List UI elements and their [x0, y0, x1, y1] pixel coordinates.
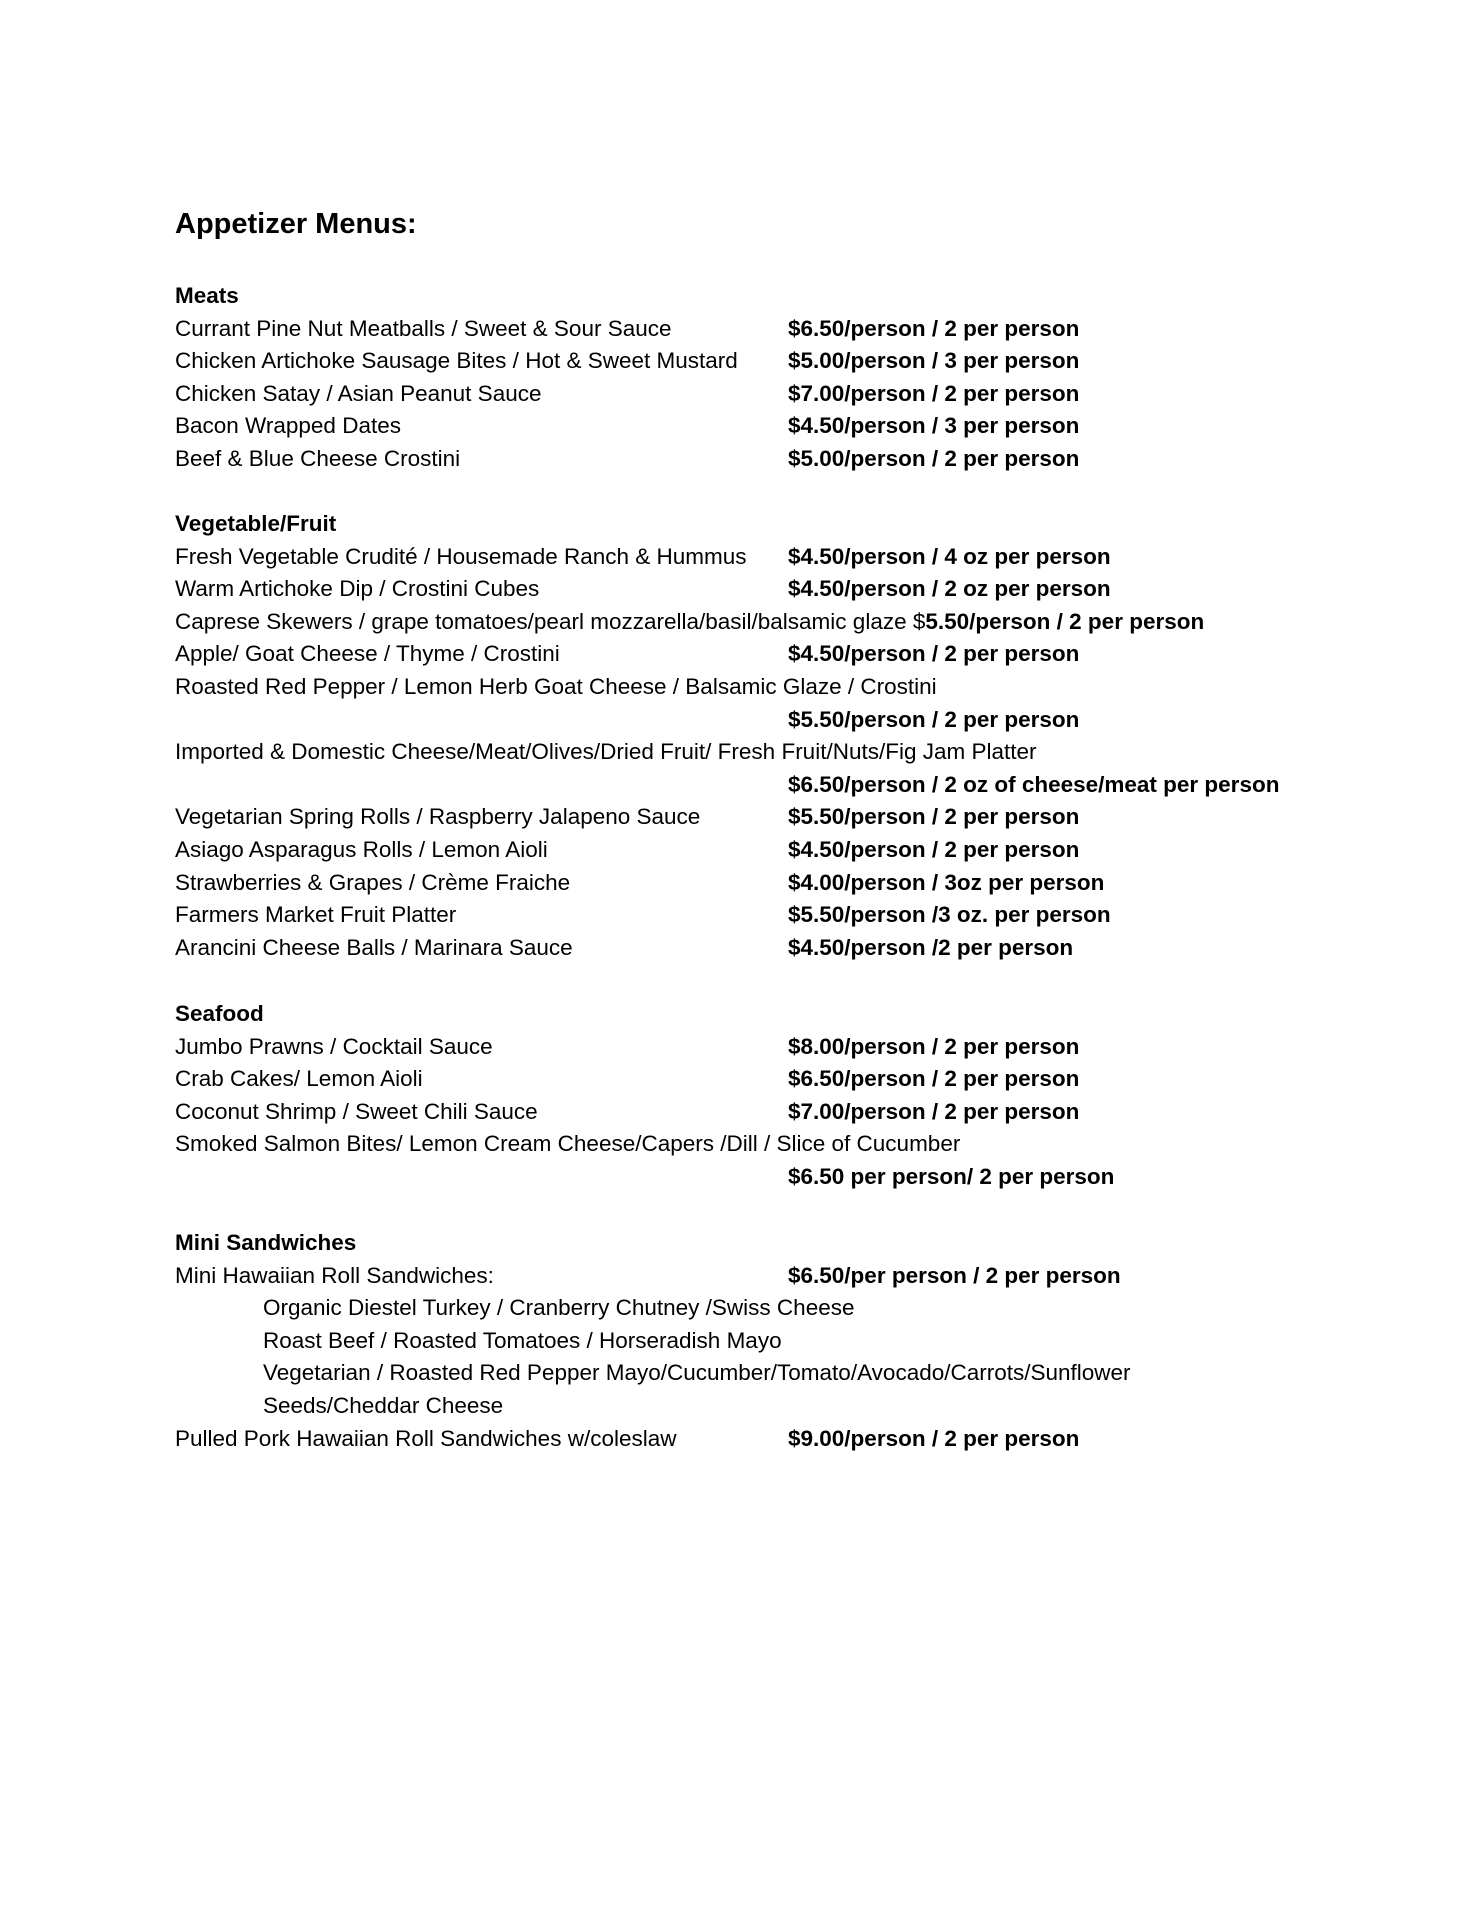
list-item: [175, 573, 1375, 606]
item-price: $6.50/per person / 2 per person: [788, 1262, 1121, 1288]
item-name: Bacon Wrapped Dates: [175, 413, 401, 439]
item-name: Smoked Salmon Bites/ Lemon Cream Cheese/Capers /Dill / Slice of Cucumber: [175, 1131, 961, 1157]
list-item: [175, 1128, 1375, 1193]
item-price: $4.50/person / 4 oz per person: [788, 543, 1111, 569]
list-item: [175, 867, 1375, 900]
item-name: Pulled Pork Hawaiian Roll Sandwiches w/coleslaw: [175, 1425, 677, 1451]
item-name: Apple/ Goat Cheese / Thyme / Crostini: [175, 641, 560, 667]
sandwich-filling: Organic Diestel Turkey / Cranberry Chutney /Swiss Cheese: [263, 1295, 855, 1321]
item-name: Currant Pine Nut Meatballs / Sweet & Sour Sauce: [175, 315, 672, 341]
item-price: $6.50/person / 2 per person: [788, 1066, 1080, 1092]
item-price: $7.00/person / 2 per person: [788, 380, 1080, 406]
item-price: $4.00/person / 3oz per person: [788, 869, 1105, 895]
item-name: Arancini Cheese Balls / Marinara Sauce: [175, 934, 573, 960]
list-item: [175, 345, 1375, 378]
section-heading: Mini Sandwiches: [175, 1230, 357, 1255]
item-price: $5.50/person / 2 per person: [788, 804, 1080, 830]
list-item: [175, 443, 1375, 476]
sandwich-filling: Seeds/Cheddar Cheese: [263, 1392, 504, 1418]
item-name: Crab Cakes/ Lemon Aioli: [175, 1066, 423, 1092]
list-item: [175, 541, 1375, 574]
item-price: $4.50/person / 2 per person: [788, 641, 1080, 667]
item-name: Farmers Market Fruit Platter: [175, 902, 457, 928]
item-name: Vegetarian Spring Rolls / Raspberry Jalapeno Sauce: [175, 804, 701, 830]
item-price: $4.50/person /2 per person: [788, 934, 1074, 960]
sandwich-filling: Vegetarian / Roasted Red Pepper Mayo/Cucumber/Tomato/Avocado/Carrots/Sunflower: [263, 1360, 1131, 1386]
list-item: [175, 801, 1375, 834]
meats-section: [175, 280, 1375, 476]
list-item: [175, 736, 1375, 801]
item-name: Warm Artichoke Dip / Crostini Cubes: [175, 576, 540, 602]
mini-sandwiches-section: [175, 1227, 1375, 1455]
list-item: [175, 410, 1375, 443]
seafood-section: [175, 998, 1375, 1194]
list-item: [175, 671, 1375, 736]
list-item: [175, 638, 1375, 671]
item-name: Coconut Shrimp / Sweet Chili Sauce: [175, 1098, 538, 1124]
item-name: Asiago Asparagus Rolls / Lemon Aioli: [175, 836, 548, 862]
list-item: [175, 1031, 1375, 1064]
item-price: $4.50/person / 2 per person: [788, 836, 1080, 862]
item-price: $7.00/person / 2 per person: [788, 1098, 1080, 1124]
list-item: [175, 1063, 1375, 1096]
item-price: $5.00/person / 2 per person: [788, 445, 1080, 471]
vegetable-fruit-section: [175, 508, 1375, 964]
item-price: $5.00/person / 3 per person: [788, 348, 1080, 374]
list-item: [175, 1096, 1375, 1129]
item-price: $8.00/person / 2 per person: [788, 1033, 1080, 1059]
item-name: Mini Hawaiian Roll Sandwiches:: [175, 1262, 494, 1288]
item-price: $6.50/person / 2 oz of cheese/meat per person: [788, 771, 1280, 797]
sandwich-filling: Roast Beef / Roasted Tomatoes / Horseradish Mayo: [263, 1327, 782, 1353]
item-name: Roasted Red Pepper / Lemon Herb Goat Cheese / Balsamic Glaze / Crostini: [175, 673, 937, 699]
item-name: Strawberries & Grapes / Crème Fraiche: [175, 869, 571, 895]
list-item: [175, 1260, 1375, 1293]
item-name: Fresh Vegetable Crudité / Housemade Ranch & Hummus: [175, 543, 747, 569]
section-heading: Vegetable/Fruit: [175, 511, 337, 536]
item-price: 5.50/person / 2 per person: [925, 608, 1205, 634]
list-item: [175, 313, 1375, 346]
item-price: $4.50/person / 2 oz per person: [788, 576, 1111, 602]
list-item: [175, 606, 1375, 639]
section-heading: Seafood: [175, 1001, 264, 1026]
item-price: $9.00/person / 2 per person: [788, 1425, 1080, 1451]
list-item: [175, 932, 1375, 965]
item-price: $6.50/person / 2 per person: [788, 315, 1080, 341]
list-item: [175, 834, 1375, 867]
item-price: $4.50/person / 3 per person: [788, 413, 1080, 439]
item-name: Chicken Artichoke Sausage Bites / Hot & Sweet Mustard: [175, 348, 738, 374]
list-item: [175, 378, 1375, 411]
item-price: $6.50 per person/ 2 per person: [788, 1163, 1115, 1189]
section-heading: Meats: [175, 283, 239, 308]
item-price: $5.50/person / 2 per person: [788, 706, 1080, 732]
item-name: Imported & Domestic Cheese/Meat/Olives/Dried Fruit/ Fresh Fruit/Nuts/Fig Jam Platter: [175, 739, 1037, 765]
item-name: Caprese Skewers / grape tomatoes/pearl mozzarella/basil/balsamic glaze $: [175, 608, 926, 634]
item-name: Jumbo Prawns / Cocktail Sauce: [175, 1033, 493, 1059]
list-item: [175, 899, 1375, 932]
item-name: Beef & Blue Cheese Crostini: [175, 445, 461, 471]
item-price: $5.50/person /3 oz. per person: [788, 902, 1111, 928]
item-name: Chicken Satay / Asian Peanut Sauce: [175, 380, 542, 406]
list-item: [175, 1423, 1375, 1456]
page-title: Appetizer Menus:: [175, 208, 417, 240]
